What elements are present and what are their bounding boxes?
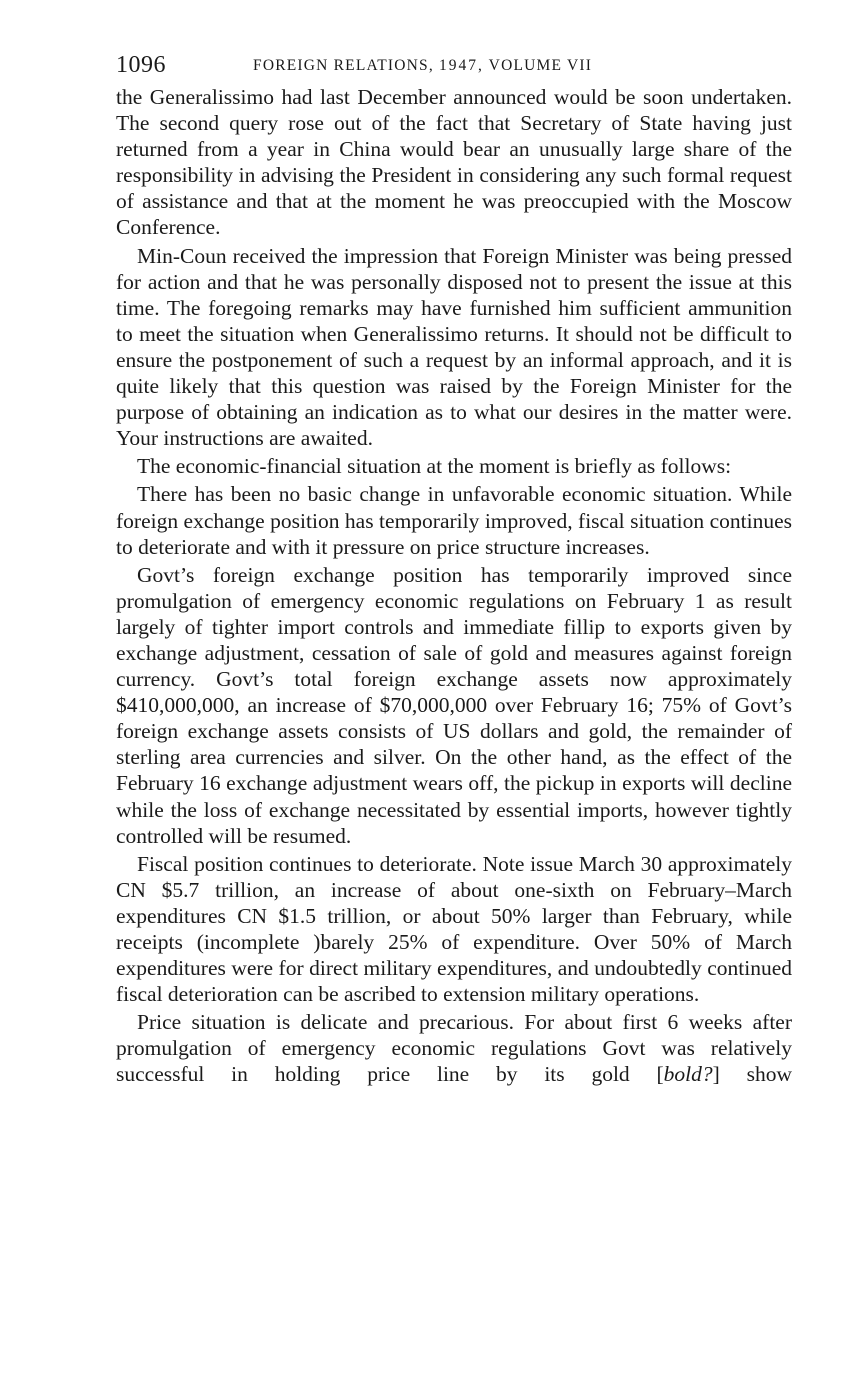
running-head-year: 1947, bbox=[439, 57, 484, 74]
paragraph-text-end: ] show bbox=[712, 1062, 793, 1087]
page-number: 1096 bbox=[116, 52, 166, 78]
running-head-title: FOREIGN RELATIONS, bbox=[253, 57, 434, 74]
paragraph: There has been no basic change in unfavorable economic situation. While foreign exchange position has temporarily improved, fiscal situation continues to deteriorate and with it pressure on price structure increases. bbox=[116, 482, 792, 559]
running-head bbox=[253, 57, 592, 75]
paragraph bbox=[116, 1009, 792, 1087]
page-header bbox=[116, 48, 792, 84]
running-head-volume: VOLUME VII bbox=[488, 57, 593, 74]
paragraph-text: Price situation is delicate and precarious. For about first 6 weeks after promulgation of emergency economic regulations Govt was relatively successful in holding price line by its gold [ bbox=[116, 1010, 792, 1087]
body-text bbox=[116, 84, 792, 1088]
paragraph: Min-Coun received the impression that Foreign Minister was being pressed for action and that he was personally disposed not to present the issue at this time. The foregoing remarks may have furnished him sufficient ammunition to meet the situation when Generalissimo returns. It should not be difficult to ensure the postponement of such a request by an informal approach, and it is quite likely that this question was raised by the Foreign Minister for the purpose of obtaining an indication as to what our desires in the matter were. Your instructions are awaited. bbox=[116, 243, 792, 451]
paragraph: The economic-financial situation at the moment is briefly as follows: bbox=[137, 454, 732, 479]
paragraph: the Generalissimo had last December announced would be soon undertaken. The second query rose out of the fact that Secretary of State having just returned from a year in China would bear an unusually large share of the responsibility in advising the President in considering any such formal request of assistance and that at the moment he was preoccupied with the Moscow Conference. bbox=[116, 85, 792, 240]
editorial-note: bold? bbox=[663, 1062, 713, 1087]
paragraph: Fiscal position continues to deteriorate. Note issue March 30 approximately CN $5.7 trillion, an increase of about one-sixth on February–March expenditures CN $1.5 trillion, or about 50% larger than February, while receipts (incomplete )barely 25% of expenditure. Over 50% of March expenditures were for direct military expenditures, and undoubtedly continued fiscal deterioration can be ascribed to extension military operations. bbox=[116, 851, 792, 1007]
paragraph: Govt’s foreign exchange position has temporarily improved since promulgation of emergency economic regulations on February 1 as result largely of tighter import controls and immediate fillip to exports given by exchange adjustment, cessation of sale of gold and measures against foreign currency. Govt’s total foreign exchange assets now approximately $410,000,000, an increase of $70,000,000 over February 16; 75% of Govt’s foreign exchange assets consists of US dollars and gold, the remainder of sterling area currencies and silver. On the other hand, as the effect of the February 16 exchange adjustment wears off, the pickup in exports will decline while the loss of exchange necessitated by essential imports, however tightly controlled will be resumed. bbox=[116, 562, 792, 848]
document-page bbox=[116, 48, 792, 1088]
